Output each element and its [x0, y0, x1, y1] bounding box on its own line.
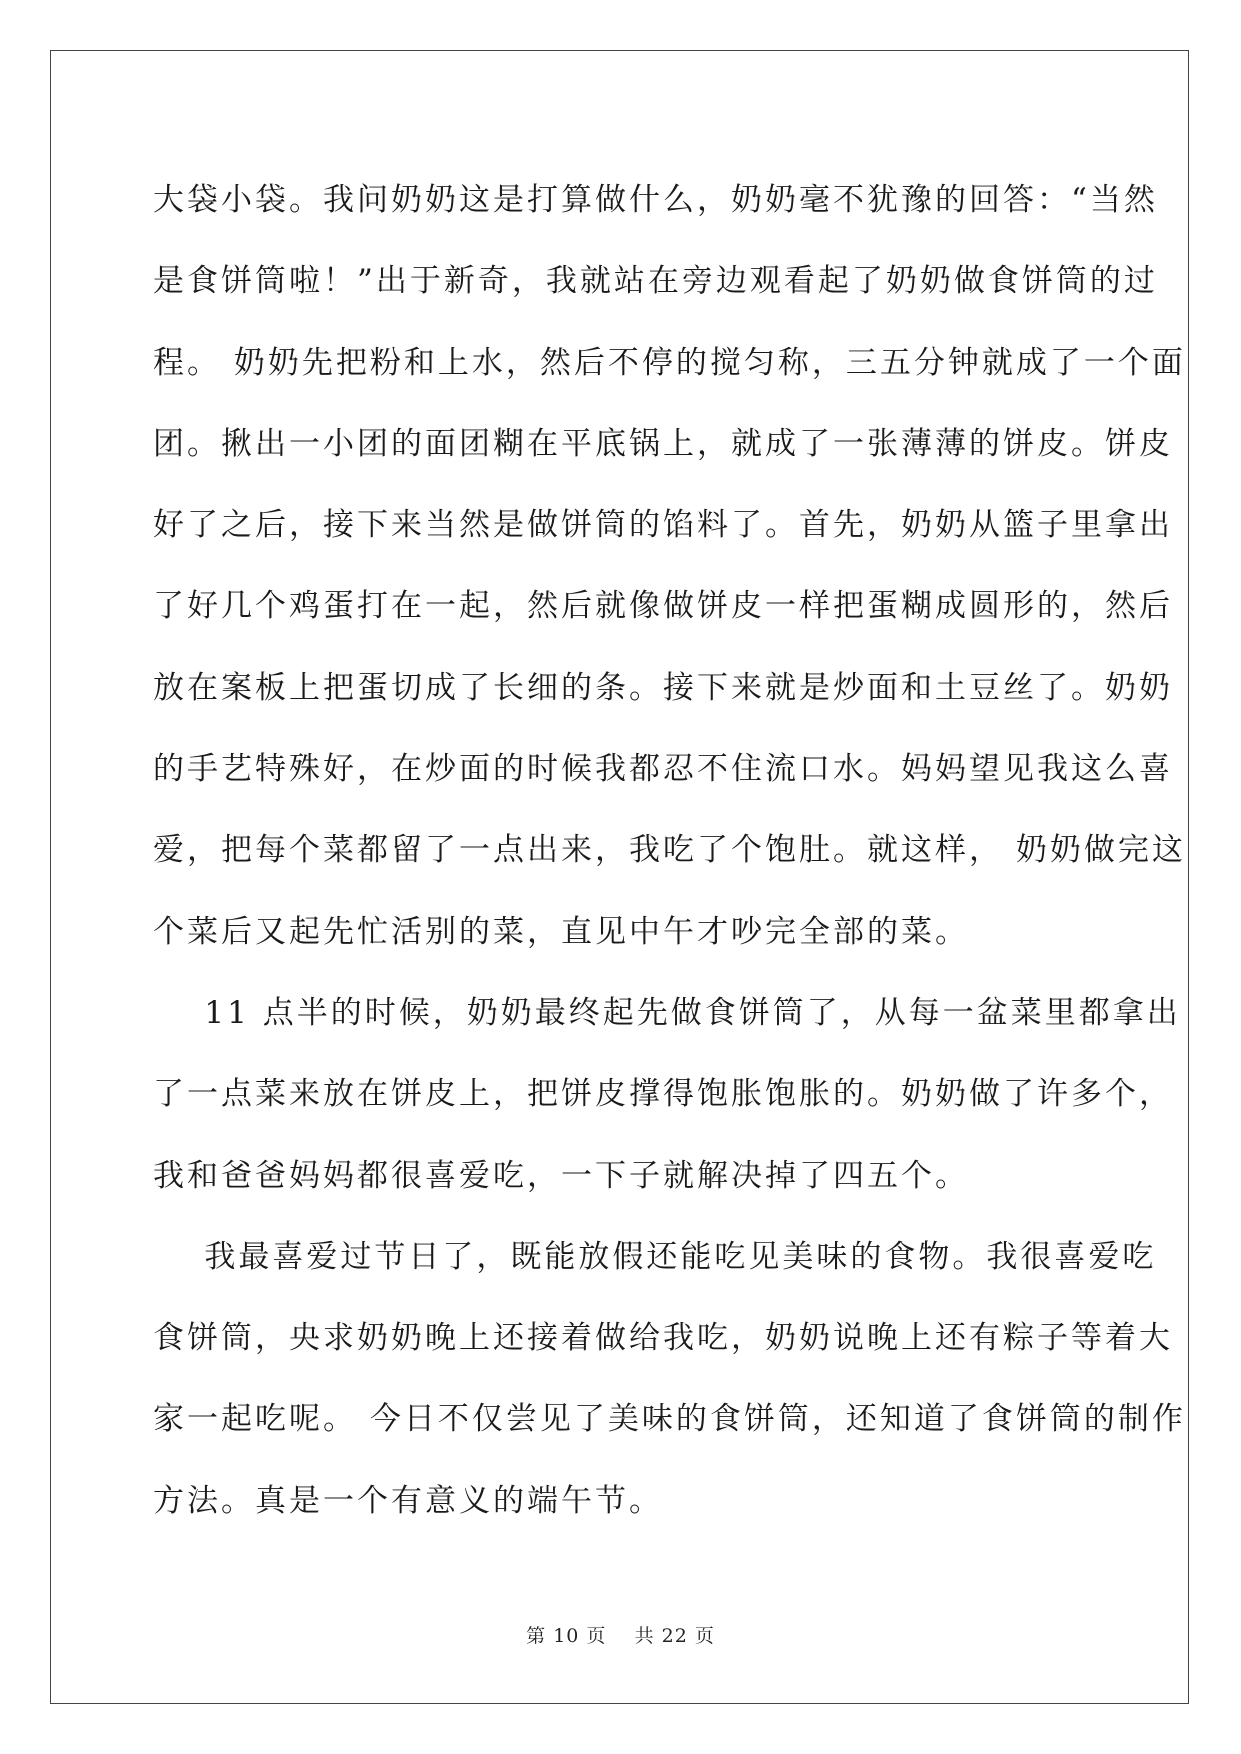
- text-line: 是食饼筒啦！”出于新奇，我就站在旁边观看起了奶奶做食饼筒的过: [153, 263, 1158, 300]
- text-line: 食饼筒，央求奶奶晚上还接着做给我吃，奶奶说晚上还有粽子等着大: [153, 1320, 1173, 1357]
- text-line: 个菜后又起先忙活别的菜，直见中午才吵完全部的菜。: [153, 913, 969, 950]
- text-line: 的手艺特殊好，在炒面的时候我都忍不住流口水。妈妈望见我这么喜: [153, 751, 1173, 788]
- text-line: 程。 奶奶先把粉和上水，然后不停的搅匀称，三五分钟就成了一个面: [153, 344, 1186, 381]
- text-line: 11 点半的时候，奶奶最终起先做食饼筒了，从每一盆菜里都拿出: [153, 994, 1181, 1031]
- text-line: 大袋小袋。我问奶奶这是打算做什么，奶奶毫不犹豫的回答：“当然: [153, 182, 1158, 218]
- text-line: 好了之后，接下来当然是做饼筒的馅料了。首先，奶奶从篮子里拿出: [153, 507, 1173, 544]
- text-line: 方法。真是一个有意义的端午节。: [153, 1482, 663, 1519]
- text-line: 团。揪出一小团的面团糊在平底锅上，就成了一张薄薄的饼皮。饼皮: [153, 425, 1173, 462]
- text-line: 放在案板上把蛋切成了长细的条。接下来就是炒面和土豆丝了。奶奶: [153, 669, 1173, 706]
- text-line: 我最喜爱过节日了，既能放假还能吃见美味的食物。我很喜爱吃: [153, 1238, 1157, 1275]
- text-line: 我和爸爸妈妈都很喜爱吃，一下子就解决掉了四五个。: [153, 1157, 969, 1194]
- page-number-footer: 第 10 页 共 22 页: [526, 1625, 715, 1647]
- text-line: 了一点菜来放在饼皮上，把饼皮撑得饱胀饱胀的。奶奶做了许多个，: [153, 1076, 1173, 1113]
- text-line: 爱，把每个菜都留了一点出来，我吃了个饱肚。就这样， 奶奶做完这: [153, 832, 1186, 869]
- text-line: 了好几个鸡蛋打在一起，然后就像做饼皮一样把蛋糊成圆形的，然后: [153, 588, 1173, 625]
- document-body: [153, 160, 1186, 1542]
- text-line: 家一起吃呢。 今日不仅尝见了美味的食饼筒，还知道了食饼筒的制作: [153, 1401, 1186, 1438]
